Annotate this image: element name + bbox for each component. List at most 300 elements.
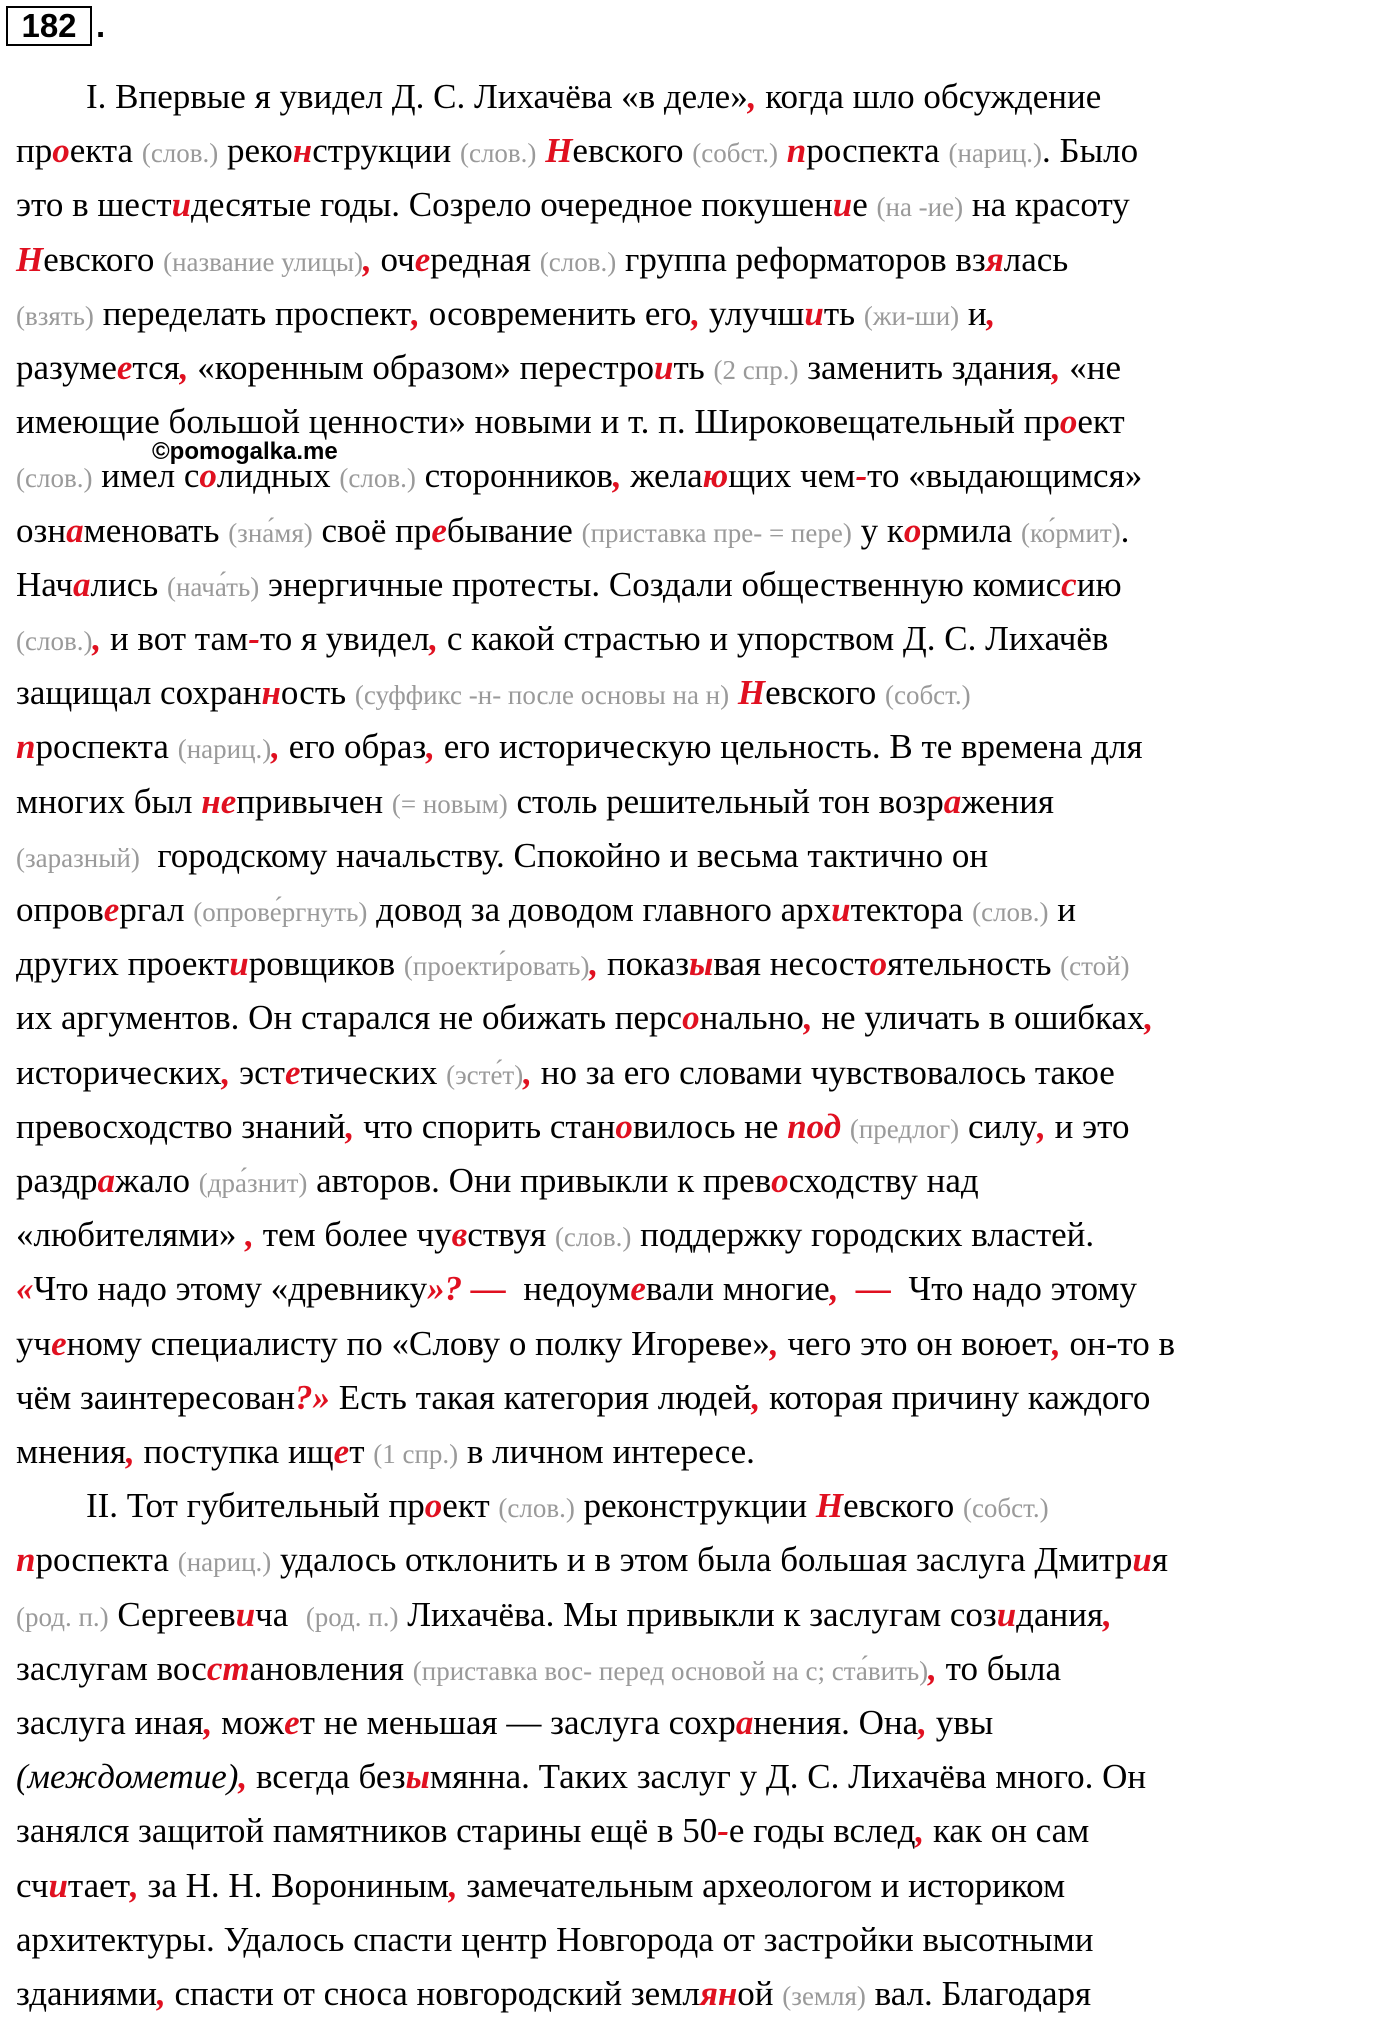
text-run: вилось не [632,1106,788,1146]
text-run: ию [1076,564,1122,604]
spelling-mark: и [996,1594,1017,1634]
spelling-mark: в [451,1215,468,1255]
hint-note: (нариц.) [177,1547,272,1578]
spelling-mark: , [245,1215,254,1255]
hint-note: (слов.) [16,463,93,494]
hint-note: (род. п.) [16,1601,109,1632]
text-run: жало [115,1161,199,1200]
text-run: опров [16,890,104,929]
hint-note: (собст.) [962,1493,1049,1524]
hint-note: (слов.) [539,246,617,277]
text-run: уч [16,1323,52,1363]
text-run: вал. Благодаря [865,1974,1092,2013]
text-run: эст [230,1052,285,1092]
text-run: евского [843,1486,963,1526]
text-run: имел с [92,456,200,496]
spelling-mark: , [130,1865,139,1905]
spelling-mark: « [16,1269,34,1309]
hint-note: (опрове́ргнуть) [193,897,368,927]
text-run: лись [90,564,167,604]
spelling-mark: , [448,1865,458,1905]
spelling-mark: и [654,348,674,387]
spelling-mark: , [829,1269,839,1309]
text-run: поддержку городских властей. [631,1215,1095,1255]
text-run: нально [699,998,804,1038]
spelling-mark: — [855,1269,891,1309]
spelling-mark: о [1059,402,1078,442]
text-run: его образ [280,727,427,767]
text-line [16,1318,1175,1370]
text-run: евского [43,239,164,279]
spelling-mark: я [985,239,1004,279]
text-run: меновать [83,510,229,550]
spelling-mark: ?» [294,1377,330,1417]
text-line [16,1155,979,1207]
hint-note: (название улицы) [163,246,364,277]
spelling-mark: е [51,1323,67,1363]
text-line [16,125,1138,177]
text-run: тических [300,1052,447,1092]
text-run: лась [1003,239,1069,279]
text-run: ект [1077,402,1125,442]
spelling-mark: о [869,944,888,984]
text-run: роспекта [806,131,949,171]
text-run: жения [961,781,1055,821]
text-run: I. Впервые я увидел Д. С. Лихачёва «в деле» [16,77,748,116]
text-line [16,1643,1061,1695]
text-run: группа реформаторов вз [616,239,986,279]
text-run: мнения [16,1432,126,1471]
text-run [841,1107,850,1146]
text-line [16,1968,1091,2020]
text-run: за Н. Н. Ворониным [138,1865,449,1905]
text-run: недоум [505,1269,631,1309]
text-run: тектора [850,890,973,929]
hint-note: (зна́мя) [228,517,313,548]
spelling-mark: ы [689,944,714,984]
text-run: с какой страстью и упорством Д. С. Лихачёв [438,619,1109,658]
spelling-mark: , [1052,1323,1061,1363]
spelling-mark: и [831,890,851,929]
text-line [16,884,1076,936]
text-run: ча [255,1594,306,1634]
text-run: спасти от сноса новгородский земл [165,1974,700,2013]
spelling-mark: о [424,1486,443,1526]
text-run: реко [218,131,293,171]
text-run: «не [1060,348,1122,387]
text-run: и вот там [101,619,249,658]
text-run: столь решительный тон возр [507,781,944,821]
spelling-mark: , [345,1106,355,1146]
spelling-mark: , [589,944,599,984]
watermark: ©pomogalka.me [152,438,338,465]
text-run: он-то в [1060,1323,1176,1363]
text-run: вая несост [713,944,870,984]
spelling-mark: и [804,293,824,333]
spelling-mark: , [426,727,435,767]
text-line [16,1805,1089,1857]
text-run: осовременить его [419,293,692,333]
spelling-mark: е [103,890,120,929]
text-run: сч [16,1865,49,1905]
spelling-mark: , [691,293,701,333]
text-run: зданиями [16,1974,157,2013]
text-run [729,673,738,712]
text-run: е годы вслед [728,1811,916,1851]
spelling-mark: и [229,944,249,984]
spelling-mark: о [771,1161,789,1200]
text-run: мянна. Таких заслуг у Д. С. Лихачёва много. Он [429,1757,1147,1797]
spelling-mark: а [66,510,84,550]
spelling-mark: а [735,1703,754,1742]
hint-note: (слов.) [141,138,219,169]
text-run: на красоту [963,185,1130,225]
text-run: т не меньшая — заслуга сохр [299,1703,736,1742]
text-run: и [959,293,987,333]
spelling-mark: н [261,673,281,713]
text-run: не уличать в ошибках [812,998,1145,1038]
text-run: ть [823,293,864,333]
text-run: занялся защитой памятников старины ещё в 50 [16,1811,718,1851]
hint-note: (суффикс -н- после основы на н) [354,680,730,711]
text-line [16,1534,1168,1586]
hint-note: (слов.) [972,897,1049,927]
spelling-mark: п [16,1540,36,1580]
hint-note: (1 спр.) [373,1439,459,1469]
text-run: ект [442,1486,499,1526]
hint-note: (стой) [1060,951,1130,982]
text-run: поступка ищ [134,1432,334,1471]
spelling-mark: п [786,131,807,171]
spelling-mark: е [284,1052,301,1092]
text-run: ть [673,348,714,387]
spelling-mark: , [271,727,281,767]
text-line [16,1101,1130,1153]
hint-note: (нариц.) [948,138,1043,169]
spelling-mark: и [1132,1540,1152,1580]
text-run: его историческую цельность. В те времена для [434,727,1143,767]
spelling-mark: , [986,293,996,333]
text-run: других проект [16,944,230,984]
hint-note: (на -ие) [876,192,964,223]
text-run: рмила [921,510,1021,550]
spelling-mark: Н [737,673,766,713]
spelling-mark: е [414,239,431,279]
text-run: ой [737,1974,783,2013]
text-run: удалось отклонить и в этом была большая заслуга Дмитр [271,1540,1133,1580]
text-run: Нач [16,564,74,604]
spelling-mark: , [1103,1594,1112,1634]
text-run: екта [69,131,142,171]
text-run: ргал [119,890,194,929]
spelling-mark: , [523,1052,532,1092]
text-run: многих был [16,781,202,821]
text-run: то была [936,1648,1062,1688]
text-run: заслугам вос [16,1648,207,1688]
spelling-mark: , [1144,998,1154,1038]
text-run: лидных [216,456,340,496]
text-run: превосходство знаний [16,1106,346,1146]
spelling-mark: - [248,619,260,658]
text-run: защищал сохран [16,673,262,713]
spelling-mark: ы [405,1757,430,1797]
text-run: редная [430,239,540,279]
text-line [16,613,1108,665]
text-run: имеющие большой ценности» новыми и т. п. Широковещательный пр [16,402,1060,442]
text-run: тем более чу [253,1215,452,1255]
hint-note: (слов.) [339,463,416,494]
text-run: ановления [249,1648,413,1688]
text-run [536,131,545,170]
text-run: ному специалисту по «Слову о полку Игореве» [66,1323,770,1363]
text-line [16,234,1068,286]
text-line [16,992,1153,1044]
hint-note: (проекти́ровать) [403,951,590,982]
spelling-mark: о [52,131,70,171]
spelling-mark: под [787,1106,842,1146]
spelling-mark: , [221,1052,231,1092]
text-line [16,1751,1146,1803]
spelling-mark: ян [699,1974,738,2013]
spelling-mark: не [201,781,237,821]
text-run: раздр [16,1161,98,1200]
spelling-mark: , [803,998,813,1038]
text-line [16,1860,1065,1912]
spelling-mark: е [333,1432,350,1471]
spelling-mark: - [855,456,868,496]
spelling-mark: , [179,348,189,387]
hint-note: (нача́ть) [166,571,260,602]
text-run: которая причину каждого [760,1377,1151,1417]
spelling-mark: Н [545,131,573,171]
text-run: когда шло обсуждение [756,77,1102,116]
text-run: довод за доводом главного арх [367,890,832,929]
text-line [16,450,1142,502]
text-run: что спорить стан [354,1106,616,1146]
spelling-mark: , [203,1703,213,1742]
text-line [16,938,1130,990]
spelling-mark: и [48,1865,68,1905]
text-line [16,830,988,882]
spelling-mark: , [751,1377,761,1417]
text-run: увы [926,1703,994,1742]
text-run: Есть такая категория людей [329,1377,752,1417]
text-run: разуме [16,348,117,387]
text-run: в личном интересе. [458,1432,755,1471]
exercise-number-dot: . [96,7,106,44]
spelling-mark: , [125,1432,135,1471]
text-line [16,342,1121,394]
spelling-mark: а [943,781,962,821]
text-run: показ [598,944,690,984]
text-line [16,776,1054,828]
text-run: т [349,1432,374,1471]
text-run: Что надо этому «древнику [33,1269,428,1309]
text-run: струкции [312,131,460,171]
text-run: и это [1045,1106,1130,1146]
hint-note: (собст.) [692,138,778,169]
text-run: II. Тот губительный пр [16,1486,425,1526]
text-run: это в шест [16,185,172,225]
text-run: евского [765,673,885,713]
text-run: Сергеев [108,1594,236,1634]
hint-note: (эсте́т) [446,1059,524,1090]
text-line [16,71,1101,123]
text-run: их аргументов. Он старался не обижать перс [16,998,683,1038]
spelling-mark: е [431,510,447,550]
text-run: е [852,185,877,225]
spelling-mark: , [411,293,420,333]
text-run: «любителями» [16,1215,246,1255]
text-run: «коренным образом» перестро [188,348,655,387]
text-run: всегда без [247,1757,406,1797]
spelling-mark: е [116,348,133,387]
spelling-mark: п [16,727,36,767]
text-line [16,1209,1094,1261]
text-run: оч [371,239,415,279]
text-run: жела [621,456,703,496]
text-run: Лихачёва. Мы привыкли к заслугам соз [398,1594,997,1634]
text-line [16,505,1129,557]
text-run: энергичные протесты. Создали общественную комис [259,564,1062,604]
spelling-mark: ю [702,456,729,496]
hint-note: (2 спр.) [713,355,799,385]
spelling-mark: Н [815,1486,844,1526]
text-line [16,667,971,719]
spelling-mark: - [717,1811,729,1851]
text-run: тает [67,1865,130,1905]
text-run: чего это он воюет [778,1323,1053,1363]
hint-note: (земля) [782,1981,866,2011]
text-line [16,396,1125,448]
spelling-mark: , [747,77,757,116]
hint-note: (жи-ши) [863,300,960,331]
spelling-mark: и [832,185,853,225]
spelling-mark: н [292,131,313,171]
text-run: нения. Она [753,1703,919,1742]
exercise-number: 182 [6,6,92,46]
text-run: роспекта [35,727,178,767]
hint-note: (заразный) [16,842,140,873]
text-run: щих чем [728,456,856,496]
spelling-mark: , [363,239,372,279]
spelling-mark: е [284,1703,300,1742]
text-line [16,1697,993,1749]
hint-note: (приставка вос- перед основой на с; ста́вить) [412,1655,929,1686]
italic-note: (междометие) [16,1757,239,1797]
text-run: десятые годы. Созрело очередное покушен [191,185,833,225]
hint-note: (слов.) [554,1222,632,1253]
spelling-mark: с [1061,564,1077,604]
spelling-mark: , [918,1703,927,1742]
spelling-mark: , [238,1757,248,1797]
text-run: у к [851,510,904,550]
text-run: привычен [236,781,392,821]
text-run: я [1151,1540,1168,1580]
spelling-mark: и [235,1594,256,1634]
hint-note: (род. п.) [305,1601,399,1632]
text-line [16,1372,1150,1424]
spelling-mark: , [1051,348,1061,387]
text-run: бывание [446,510,582,550]
text-line [16,1480,1049,1532]
text-run: пр [16,131,53,171]
spelling-mark: »? — [427,1269,506,1309]
spelling-mark: а [73,564,91,604]
spelling-mark: , [1037,1106,1046,1146]
hint-note: (приставка пре- = пере) [581,517,852,548]
spelling-mark: и [171,185,192,225]
hint-note: (взять) [16,300,94,331]
hint-note: (слов.) [498,1493,575,1524]
text-run: заслуга иная [16,1703,204,1742]
text-run: авторов. Они привыкли к прев [307,1161,772,1200]
text-run: городскому начальству. Спокойно и весьма тактично он [139,835,989,875]
spelling-mark: , [915,1811,925,1851]
spelling-mark: , [928,1648,937,1688]
spelling-mark: , [769,1323,779,1363]
spelling-mark: Н [16,239,44,279]
spelling-mark: о [199,456,217,496]
text-run: архитектуры. Удалось спасти центр Новгорода от застройки высотными [16,1919,1094,1959]
text-line [16,1914,1094,1966]
text-run: исторических [16,1052,222,1092]
text-line [16,1589,1112,1641]
text-run: евского [572,131,693,171]
text-run: тся [132,348,180,387]
spelling-mark: а [97,1161,116,1200]
text-line [16,721,1143,773]
text-run: чём заинтересован [16,1377,295,1417]
spelling-mark: , [156,1974,166,2013]
hint-note: (нариц.) [177,734,272,765]
hint-note: (ко́рмит) [1020,517,1121,548]
text-run: как он сам [924,1811,1090,1851]
text-run: ятельность [887,944,1061,984]
text-run: силу [959,1106,1038,1146]
hint-note: (предлог) [849,1113,960,1144]
text-line [16,288,995,340]
spelling-mark: о [615,1106,633,1146]
text-line [16,559,1122,611]
text-run: сходству над [788,1161,979,1200]
text-line [16,1047,1115,1099]
text-run: реконструкции [574,1486,816,1526]
text-run: но за его словами чувствовалось такое [531,1052,1115,1092]
text-run [838,1269,856,1308]
text-run: вали многие [645,1269,830,1309]
text-line [16,1263,1137,1315]
text-run: то я увидел [259,619,430,658]
text-run: озн [16,510,67,550]
hint-note: (дра́знит) [198,1168,308,1198]
text-run: сторонников [415,456,613,496]
spelling-mark: , [612,456,622,496]
text-run: переделать проспект [93,293,412,333]
text-run: . [1120,510,1130,550]
hint-note: (слов.) [459,138,537,169]
text-run: ствуя [467,1215,555,1255]
text-run [778,131,787,170]
hint-note: (собст.) [884,680,971,711]
hint-note: (= новым) [391,788,508,819]
spelling-mark: , [92,619,102,658]
hint-note: (слов.) [16,626,93,656]
text-line [16,179,1130,231]
text-run: своё пр [312,510,432,550]
text-run: Что надо этому [890,1269,1137,1309]
text-run: ость [280,673,355,713]
